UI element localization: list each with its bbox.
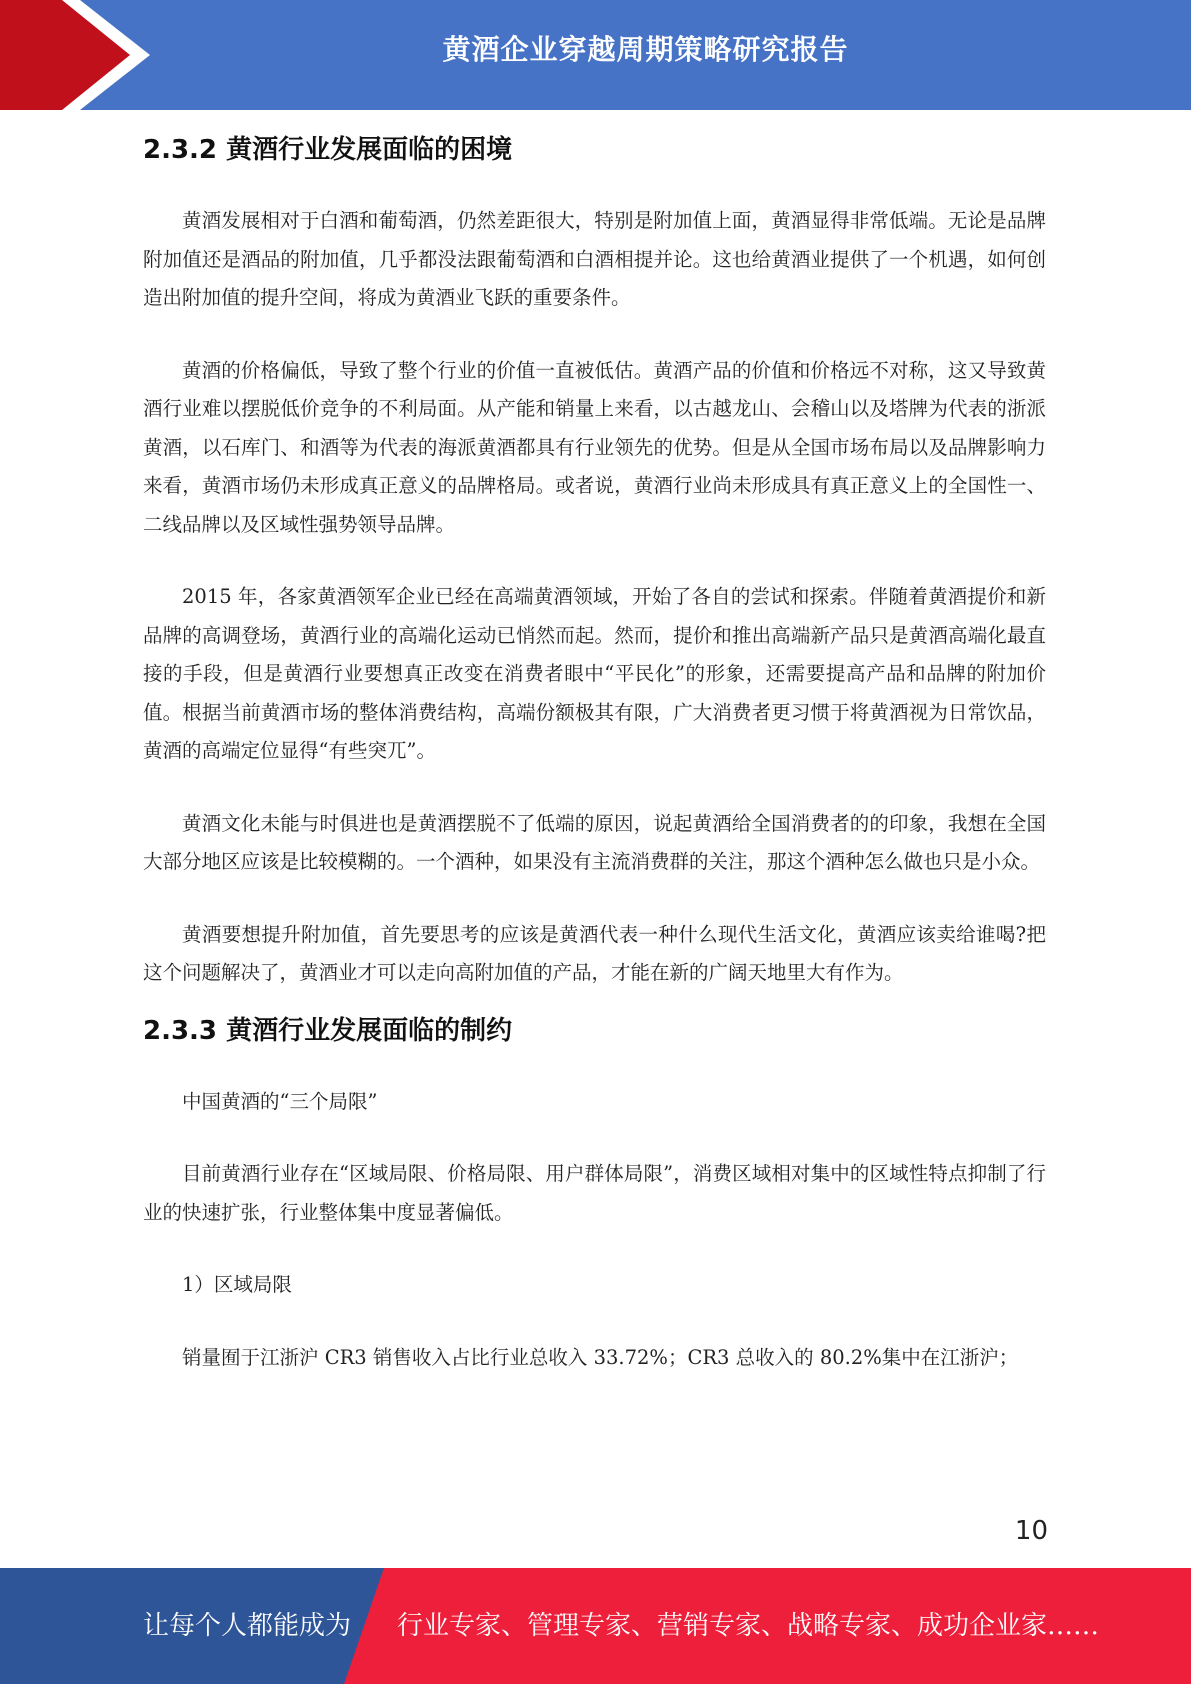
list-item [143,1266,1046,1305]
paragraph-text: 2015 年，各家黄酒领军企业已经在高端黄酒领域，开始了各自的尝试和探索。伴随着黄酒提价和新品牌的高调登场，黄酒行业的高端化运动已悄然而起。然而，提价和推出高端新产品只是黄酒高端化最直接的手段，但是黄酒行业要想真正改变在消费者眼中“平民化”的形象，还需要提高产品和品牌的附加价值。根据当前黄酒市场的整体消费结构，高端份额极其有限，广大消费者更习惯于将黄酒视为日常饮品，黄酒的高端定位显得“有些突兀”。 [143,585,1046,762]
paragraph-text: 销量囿于江浙沪 CR3 销售收入占比行业总收入 33.72%；CR3 总收入的 80.2%集中在江浙沪； [182,1345,1019,1369]
paragraph-text: 黄酒文化未能与时俱进也是黄酒摆脱不了低端的原因，说起黄酒给全国消费者的的印象，我想在全国大部分地区应该是比较模糊的。一个酒种，如果没有主流消费群的关注，那这个酒种怎么做也只是小众。 [143,811,1046,873]
paragraph [143,1155,1046,1232]
paragraph [143,202,1046,318]
paragraph [143,578,1046,771]
footer-slogan-left: 让每个人都能成为 [143,1611,352,1641]
paragraph-text: 黄酒的价格偏低，导致了整个行业的价值一直被低估。黄酒产品的价值和价格远不对称，这又导致黄酒行业难以摆脱低价竞争的不利局面。从产能和销量上来看，以古越龙山、会稽山以及塔牌为代表的浙派黄酒，以石库门、和酒等为代表的海派黄酒都具有行业领先的优势。但是从全国市场布局以及品牌影响力来看，黄酒市场仍未形成真正意义的品牌格局。或者说，黄酒行业尚未形成具有真正意义上的全国性一、二线品牌以及区域性强势领导品牌。 [143,358,1046,536]
paragraph-text: 目前黄酒行业存在“区域局限、价格局限、用户群体局限”，消费区域相对集中的区域性特点抑制了行业的快速扩张，行业整体集中度显著偏低。 [143,1162,1046,1224]
page-content [143,118,1046,1377]
paragraph [143,1083,1046,1122]
report-title: 黄酒企业穿越周期策略研究报告 [442,33,849,66]
list-item-text: 1）区域局限 [182,1273,292,1296]
paragraph [143,1339,1046,1378]
paragraph-text: 中国黄酒的“三个局限” [182,1089,378,1113]
header-chevron-shape [0,0,150,110]
paragraph [143,805,1046,882]
page-header [0,0,1191,110]
paragraph-text: 黄酒发展相对于白酒和葡萄酒，仍然差距很大，特别是附加值上面，黄酒显得非常低端。无论是品牌附加值还是酒品的附加值，几乎都没法跟葡萄酒和白酒相提并论。这也给黄酒业提供了一个机遇，如何创造出附加值的提升空间，将成为黄酒业飞跃的重要条件。 [143,209,1046,309]
footer-slogan-right: 行业专家、管理专家、营销专家、战略专家、成功企业家…… [397,1611,1100,1641]
paragraph [143,916,1046,993]
page-number: 10 [1014,1516,1048,1546]
page-footer [0,1568,1191,1684]
section-heading: 2.3.2 黄酒行业发展面临的困境 [143,135,513,165]
section-heading: 2.3.3 黄酒行业发展面临的制约 [143,1015,513,1046]
paragraph-text: 黄酒要想提升附加值，首先要思考的应该是黄酒代表一种什么现代生活文化，黄酒应该卖给谁喝?把这个问题解决了，黄酒业才可以走向高附加值的产品，才能在新的广阔天地里大有作为。 [143,922,1046,984]
paragraph [143,352,1046,545]
